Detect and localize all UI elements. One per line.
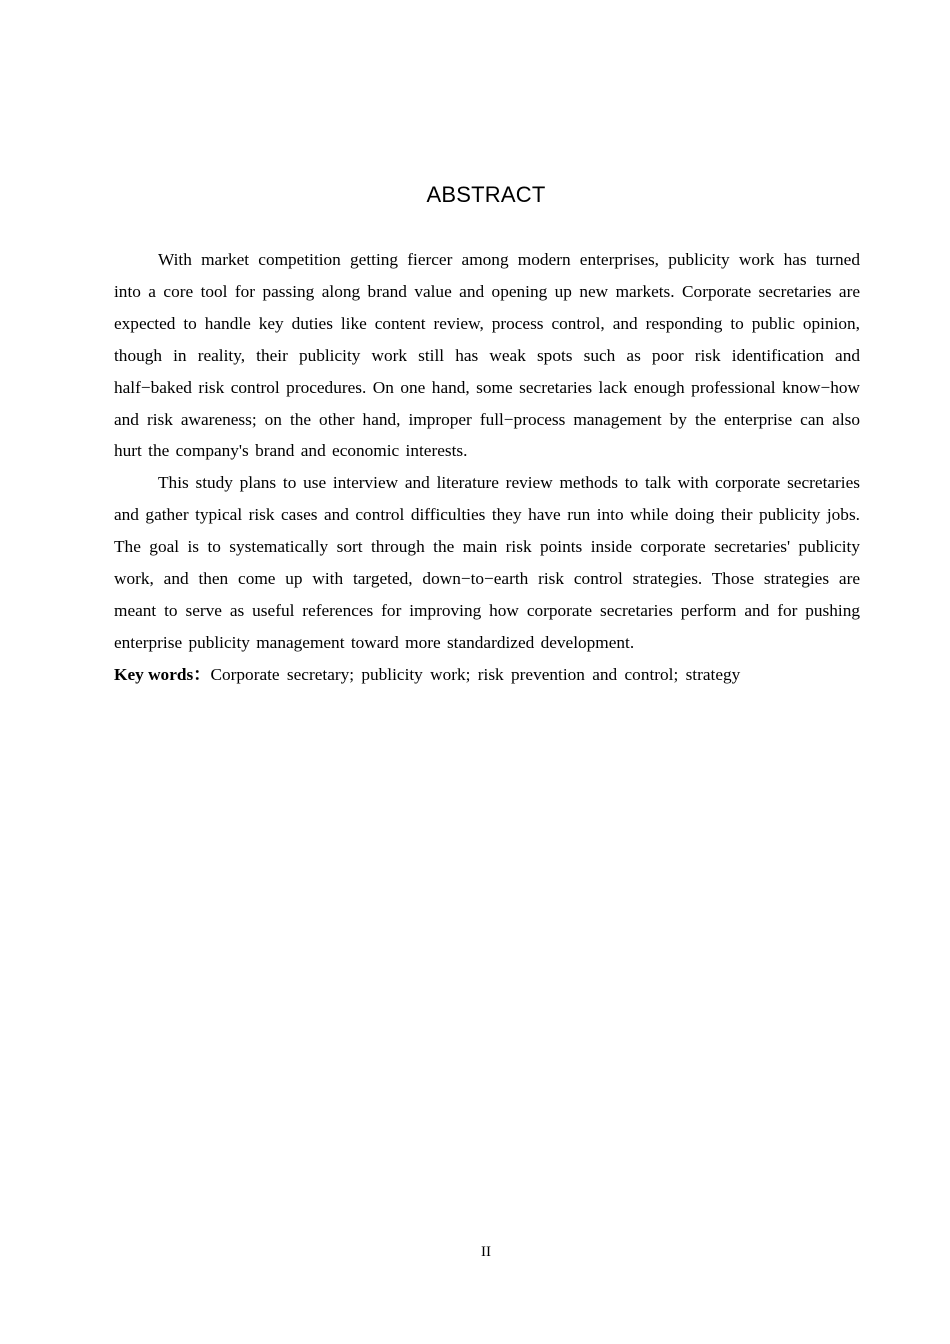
keywords-label: Key words：	[114, 664, 211, 684]
abstract-title: ABSTRACT	[426, 182, 546, 207]
abstract-body	[114, 244, 860, 691]
keywords-text: Corporate secretary; publicity work; risk prevention and control; strategy	[210, 664, 741, 684]
keywords-line	[114, 659, 860, 691]
abstract-paragraph-1: With market competition getting fiercer among modern enterprises, publicity work has turned into a core tool for passing along brand value and opening up new markets. Corporate secretaries are expected to handle key duties like content review, process control, and responding to public opinion, though in reality, their publicity work still has weak spots such as poor risk identification and half−baked risk control procedures. On one hand, some secretaries lack enough professional know−how and risk awareness; on the other hand, improper full−process management by the enterprise can also hurt the company's brand and economic interests.	[114, 250, 860, 461]
page-number: II	[481, 1244, 491, 1260]
abstract-paragraph-2: This study plans to use interview and literature review methods to talk with corporate secretaries and gather typical risk cases and control difficulties they have run into while doing their publicity jobs. The goal is to systematically sort through the main risk points inside corporate secretaries' publicity work, and then come up with targeted, down−to−earth risk control strategies. Those strategies are meant to serve as useful references for improving how corporate secretaries perform and for pushing enterprise publicity management toward more standardized development.	[114, 473, 860, 652]
